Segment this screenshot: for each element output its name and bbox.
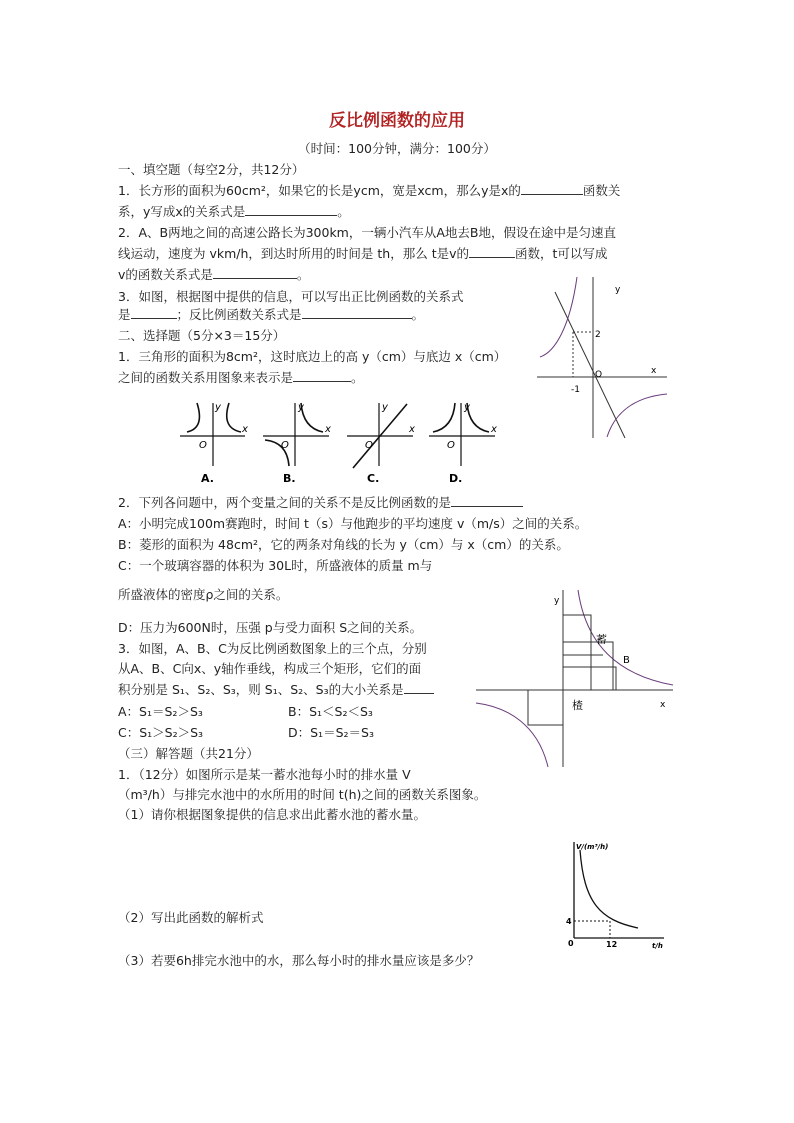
inverse-curve-q3 <box>476 703 548 767</box>
figure-three-rectangles <box>468 585 678 770</box>
choice-a-graph <box>180 402 248 485</box>
svg-text:x: x <box>491 424 497 435</box>
s2-q2-option-b: B：菱形的面积为 48cm²，它的两条对角线的长为 y（cm）与 x（cm）的关系。 <box>118 537 569 552</box>
answer-blank <box>469 245 515 258</box>
svg-text:O: O <box>447 440 455 451</box>
s2-q3-line2: 从A、B、C向x、y轴作垂线，构成三个矩形，它们的面 <box>118 661 422 676</box>
x-axis-label: x <box>660 700 666 710</box>
page-subtitle: （时间：100分钟，满分：100分） <box>298 141 496 156</box>
s1-q2-line3: v的函数关系式是 。 <box>118 267 310 282</box>
choice-c-label: C. <box>367 472 380 485</box>
s2-q2-stem: 2．下列各问题中，两个变量之间的关系不是反比例函数的是 <box>118 494 523 512</box>
section3-heading: （三）解答题（共21分） <box>118 746 259 761</box>
s2-q3-option-d: D：S₁＝S₂＝S₃ <box>288 725 374 740</box>
s1-q1-line2: 系，y写成x的关系式是 。 <box>118 204 350 219</box>
svg-text:x: x <box>325 424 331 435</box>
answer-blank <box>213 266 297 279</box>
point-label-b: B <box>623 655 630 666</box>
t-axis-label: t/h <box>652 942 663 950</box>
choice-b-graph <box>263 402 331 485</box>
rectangle-s3 <box>563 667 616 690</box>
s1-q2-line1: 2．A、B两地之间的高速公路长为300km，一辆小汽车从A地去B地，假设在途中是匀速直 <box>118 225 616 240</box>
tick-label-neg1: -1 <box>571 385 580 395</box>
tick-label-2: 2 <box>595 330 601 340</box>
s2-q3-option-c: C：S₁＞S₂＞S₃ <box>118 725 204 740</box>
s2-q3-line3: 积分别是 S₁、S₂、S₃，则 S₁、S₂、S₃的大小关系是 <box>118 681 434 699</box>
choice-d-label: D. <box>449 472 463 485</box>
svg-text:O: O <box>281 440 289 451</box>
s3-q1-line1: 1．（12分）如图所示是某一蓄水池每小时的排水量 V <box>118 767 411 782</box>
inverse-curve-right <box>607 394 667 437</box>
y-axis-label: y <box>615 285 621 295</box>
y-axis-label: y <box>554 596 560 606</box>
inverse-curve-q1 <box>578 590 673 685</box>
section1-heading: 一、填空题（每空2分，共12分） <box>118 162 305 177</box>
choice-d-graph <box>429 402 497 485</box>
origin-label: 0 <box>568 939 574 948</box>
inverse-curve-left <box>540 277 577 357</box>
svg-text:x: x <box>409 424 415 435</box>
rectangle-s1 <box>563 615 591 690</box>
answer-blank <box>521 182 583 195</box>
s3-q1-part3: （3）若要6h排完水池中的水，那么每小时的排水量应该是多少？ <box>118 953 480 968</box>
point-label-top: 蓄 <box>596 633 607 646</box>
answer-blank <box>404 681 434 694</box>
tick-label-12: 12 <box>606 940 618 949</box>
figure-drain-rate-graph <box>560 838 672 950</box>
s2-q3-option-a: A：S₁＝S₂＞S₃ <box>118 704 203 719</box>
svg-text:y: y <box>215 402 221 413</box>
s2-q3-line1: 3．如图，A、B、C为反比例函数图象上的三个点，分别 <box>118 641 427 656</box>
svg-text:O: O <box>199 440 207 451</box>
direct-proportion-line <box>555 292 625 438</box>
s3-q1-line2: （m³/h）与排完水池中的水所用的时间 t(h)之间的函数关系图象。 <box>118 787 487 802</box>
page-title: 反比例函数的应用 <box>329 111 465 131</box>
choice-c-graph <box>347 402 415 485</box>
s1-q2-line2: 线运动，速度为 vkm/h，到达时所用的时间是 th，那么 t是v的 函数，t可以写成 <box>118 246 608 261</box>
v-axis-label: V/(m³/h) <box>576 843 609 851</box>
answer-blank <box>293 369 351 382</box>
section2-heading: 二、选择题（5分×3＝15分） <box>118 328 286 343</box>
s2-q1-line2: 之间的函数关系用图象来表示是 。 <box>118 370 364 385</box>
s2-q2-option-c2: 所盛液体的密度ρ之间的关系。 <box>118 587 289 602</box>
origin-label: O <box>595 370 603 380</box>
rectangle-s2 <box>563 642 613 690</box>
choice-b-label: B. <box>283 472 296 485</box>
svg-text:x: x <box>242 424 248 435</box>
svg-text:y: y <box>298 402 304 413</box>
s2-q1-line1: 1．三角形的面积为8cm²，这时底边上的高 y（cm）与底边 x（cm） <box>118 349 507 364</box>
answer-blank <box>131 306 177 319</box>
figure-direct-inverse-graph <box>535 272 675 440</box>
svg-text:y: y <box>382 402 388 413</box>
s3-q1-part1: （1）请你根据图象提供的信息求出此蓄水池的蓄水量。 <box>118 807 426 822</box>
inverse-curve <box>580 850 638 928</box>
s2-q2-option-a: A：小明完成100m赛跑时，时间 t（s）与他跑步的平均速度 v（m/s）之间的关系。 <box>118 516 588 531</box>
s1-q3-line1: 3．如图，根据图中提供的信息，可以写出正比例函数的关系式 <box>118 289 464 304</box>
s3-q1-part2: （2）写出此函数的解析式 <box>118 910 264 925</box>
answer-blank <box>302 306 412 319</box>
s1-q1-line1: 1．长方形的面积为60cm²，如果它的长是ycm，宽是xcm，那么y是x的 函数关 <box>118 183 621 198</box>
answer-blank <box>245 203 337 216</box>
s2-q2-option-d: D：压力为600N时，压强 p与受力面积 S之间的关系。 <box>118 620 423 635</box>
choice-graphs <box>175 398 505 488</box>
svg-text:O: O <box>365 440 373 451</box>
choice-a-label: A. <box>201 472 214 485</box>
svg-text:y: y <box>464 402 470 413</box>
x-axis-label: x <box>651 366 657 376</box>
rectangle-lower <box>528 690 563 725</box>
point-label-bottom: 楂 <box>572 699 583 712</box>
tick-label-4: 4 <box>566 917 572 926</box>
s2-q3-option-b: B：S₁＜S₂＜S₃ <box>288 704 373 719</box>
s2-q2-option-c1: C：一个玻璃容器的体积为 30L时，所盛液体的质量 m与 <box>118 558 433 573</box>
answer-blank <box>451 494 523 507</box>
s1-q3-line2: 是 ；反比例函数关系式是 。 <box>118 307 425 322</box>
